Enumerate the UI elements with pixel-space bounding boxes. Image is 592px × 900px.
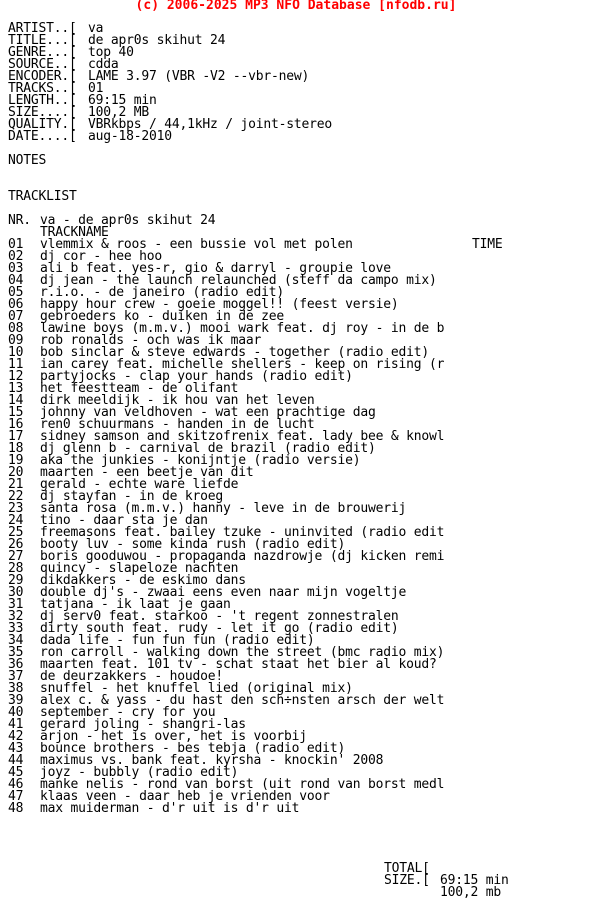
track-number: 15 xyxy=(8,405,24,420)
track-row xyxy=(0,803,592,815)
track-number: 08 xyxy=(8,321,24,336)
track-title: ali b feat. yes-r, gio & darryl - groupie love xyxy=(40,261,391,276)
footer-total-label: TOTAL[ xyxy=(384,861,430,876)
track-title: alex c. & yass - du hast den sch÷nsten arsch der welt xyxy=(40,693,445,708)
release-field-value: LAME 3.97 (VBR -V2 --vbr-new) xyxy=(88,69,310,84)
release-field-label: ARTIST..[ xyxy=(8,21,77,36)
track-title: quincy - slapeloze nachten xyxy=(40,561,239,576)
track-number: 36 xyxy=(8,657,24,672)
track-title: dikdakkers - de eskimo dans xyxy=(40,573,246,588)
track-number: 05 xyxy=(8,285,24,300)
track-number: 27 xyxy=(8,549,24,564)
track-title: manke nelis - rond van borst (uit rond van borst medl xyxy=(40,777,445,792)
track-number: 40 xyxy=(8,705,24,720)
release-field-value: top 40 xyxy=(88,45,134,60)
track-title: gerard joling - shangri-las xyxy=(40,717,246,732)
track-number: 07 xyxy=(8,309,24,324)
track-number: 41 xyxy=(8,717,24,732)
track-number: 24 xyxy=(8,513,24,528)
track-number: 34 xyxy=(8,633,24,648)
track-title: dirk meeldijk - ik hou van het leven xyxy=(40,393,315,408)
track-title: maarten - een beetje van dit xyxy=(40,465,254,480)
column-header-trackname: TRACKNAME xyxy=(40,225,109,240)
track-number: 19 xyxy=(8,453,24,468)
track-title: boris gooduwou - propaganda nazdrowje (dj kicken remi xyxy=(40,549,445,564)
track-number: 02 xyxy=(8,249,24,264)
track-title: de deurzakkers - houdoe! xyxy=(40,669,224,684)
track-number: 33 xyxy=(8,621,24,636)
track-title: tatjana - ik laat je gaan xyxy=(40,597,231,612)
track-number: 14 xyxy=(8,393,24,408)
track-title: maarten feat. 101 tv - schat staat het bier al koud? xyxy=(40,657,437,672)
track-number: 21 xyxy=(8,477,24,492)
track-title: ian carey feat. michelle shellers - keep on rising (r xyxy=(40,357,445,372)
track-number: 13 xyxy=(8,381,24,396)
track-number: 04 xyxy=(8,273,24,288)
release-field-value: aug-18-2010 xyxy=(88,129,172,144)
tracklist-heading: TRACKLIST xyxy=(8,189,77,204)
track-number: 16 xyxy=(8,417,24,432)
track-number: 38 xyxy=(8,681,24,696)
track-number: 44 xyxy=(8,753,24,768)
column-header-nr: NR. xyxy=(8,213,31,228)
track-title: aka the junkies - konijntje (radio versie) xyxy=(40,453,361,468)
release-field-label: ENCODER.[ xyxy=(8,69,77,84)
track-title: klaas veen - daar heb je vrienden voor xyxy=(40,789,330,804)
track-title: partyjocks - clap your hands (radio edit) xyxy=(40,369,353,384)
footer-size-label: SIZE.[ xyxy=(384,873,430,888)
track-number: 39 xyxy=(8,693,24,708)
track-title: september - cry for you xyxy=(40,705,216,720)
release-field-value: 100,2 MB xyxy=(88,105,150,120)
track-number: 29 xyxy=(8,573,24,588)
release-field-label: GENRE...[ xyxy=(8,45,77,60)
track-number: 26 xyxy=(8,537,24,552)
track-number: 18 xyxy=(8,441,24,456)
track-title: r.i.o. - de janeiro (radio edit) xyxy=(40,285,285,300)
footer-size-value: 100,2 mb xyxy=(440,885,502,900)
column-header-time: TIME xyxy=(472,237,503,252)
track-number: 11 xyxy=(8,357,24,372)
album-line: va - de apr0s skihut 24 xyxy=(40,213,216,228)
track-number: 20 xyxy=(8,465,24,480)
notes-heading: NOTES xyxy=(8,153,47,168)
track-title: tino - daar sta je dan xyxy=(40,513,208,528)
track-number: 22 xyxy=(8,489,24,504)
track-title: dirty south feat. rudy - let it go (radio edit) xyxy=(40,621,399,636)
track-number: 47 xyxy=(8,789,24,804)
release-field-label: SOURCE..[ xyxy=(8,57,77,72)
track-number: 35 xyxy=(8,645,24,660)
track-title: happy hour crew - goeie moggel!! (feest versie) xyxy=(40,297,399,312)
track-number: 46 xyxy=(8,777,24,792)
track-number: 43 xyxy=(8,741,24,756)
track-number: 48 xyxy=(8,801,24,816)
track-number: 06 xyxy=(8,297,24,312)
track-title: snuffel - het knuffel lied (original mix) xyxy=(40,681,353,696)
track-title: bounce brothers - bes tebja (radio edit) xyxy=(40,741,346,756)
track-title: booty luv - some kinda rush (radio edit) xyxy=(40,537,346,552)
track-title: dj jean - the launch relaunched (steff da campo mix) xyxy=(40,273,437,288)
track-title: bob sinclar & steve edwards - together (radio edit) xyxy=(40,345,429,360)
track-number: 17 xyxy=(8,429,24,444)
track-number: 23 xyxy=(8,501,24,516)
release-field-value: de apr0s skihut 24 xyxy=(88,33,226,48)
release-field-value: 69:15 min xyxy=(88,93,157,108)
track-number: 30 xyxy=(8,585,24,600)
track-number: 28 xyxy=(8,561,24,576)
track-title: double dj's - zwaai eens even naar mijn vogeltje xyxy=(40,585,407,600)
track-title: sidney samson and skitzofrenix feat. lady bee & knowl xyxy=(40,429,445,444)
footer-total-value: 69:15 min xyxy=(440,873,509,888)
track-title: santa rosa (m.m.v.) hanny - leve in de brouwerij xyxy=(40,501,407,516)
track-title: lawine boys (m.m.v.) mooi wark feat. dj roy - in de b xyxy=(40,321,445,336)
release-field-label: LENGTH..[ xyxy=(8,93,77,108)
track-title: maximus vs. bank feat. kyrsha - knockin' 2008 xyxy=(40,753,384,768)
track-title: joyz - bubbly (radio edit) xyxy=(40,765,239,780)
track-number: 37 xyxy=(8,669,24,684)
track-title: freemasons feat. bailey tzuke - uninvited (radio edit xyxy=(40,525,445,540)
track-title: gebroeders ko - duiken in de zee xyxy=(40,309,285,324)
track-title: dj stayfan - in de kroeg xyxy=(40,489,224,504)
release-field-row xyxy=(0,131,592,143)
track-number: 03 xyxy=(8,261,24,276)
release-field-value: VBRkbps / 44,1kHz / joint-stereo xyxy=(88,117,333,132)
track-title: dj cor - hee hoo xyxy=(40,249,163,264)
track-title: gerald - echte ware liefde xyxy=(40,477,239,492)
track-title: johnny van veldhoven - wat een prachtige dag xyxy=(40,405,376,420)
track-number: 09 xyxy=(8,333,24,348)
track-title: dj glenn b - carnival de brazil (radio edit) xyxy=(40,441,376,456)
release-field-label: DATE....[ xyxy=(8,129,77,144)
release-field-label: TRACKS..[ xyxy=(8,81,77,96)
track-number: 01 xyxy=(8,237,24,252)
nfodb-banner: (c) 2006-2025 MP3 NFO Database [nfodb.ru] xyxy=(135,0,457,13)
track-title: max muiderman - d'r uit is d'r uit xyxy=(40,801,300,816)
track-number: 32 xyxy=(8,609,24,624)
track-title: ron carroll - walking down the street (bmc radio mix) xyxy=(40,645,445,660)
track-title: vlemmix & roos - een bussie vol met polen xyxy=(40,237,353,252)
track-number: 12 xyxy=(8,369,24,384)
release-field-label: QUALITY.[ xyxy=(8,117,77,132)
track-number: 45 xyxy=(8,765,24,780)
release-field-value: va xyxy=(88,21,104,36)
release-field-label: TITLE...[ xyxy=(8,33,77,48)
track-title: rob ronalds - och was ik maar xyxy=(40,333,262,348)
track-number: 31 xyxy=(8,597,24,612)
release-field-label: SIZE....[ xyxy=(8,105,77,120)
track-number: 42 xyxy=(8,729,24,744)
track-number: 10 xyxy=(8,345,24,360)
track-title: het feestteam - de olifant xyxy=(40,381,239,396)
release-field-value: cdda xyxy=(88,57,119,72)
release-field-value: 01 xyxy=(88,81,104,96)
track-title: arjon - het is over, het is voorbij xyxy=(40,729,307,744)
track-title: dj serv0 feat. starkoo - 't regent zonnestralen xyxy=(40,609,399,624)
track-title: dada life - fun fun fun (radio edit) xyxy=(40,633,315,648)
track-number: 25 xyxy=(8,525,24,540)
track-title: ren0 schuurmans - handen in de lucht xyxy=(40,417,315,432)
